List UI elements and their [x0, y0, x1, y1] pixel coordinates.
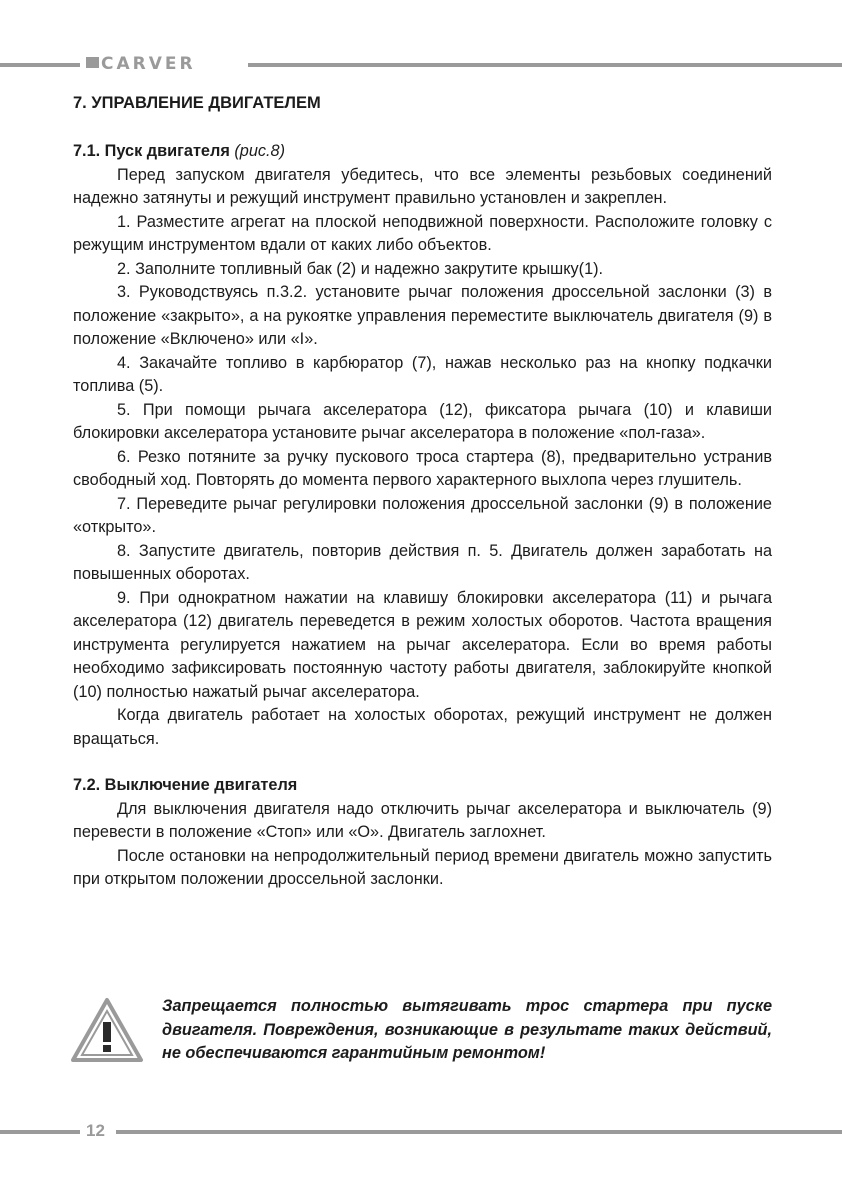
- paragraph: Перед запуском двигателя убедитесь, что все элементы резьбовых соединений надежно затянуты и режущий инструмент правильно установлен и закреплен.: [73, 165, 772, 207]
- paragraph-stop-1: Для выключения двигателя надо отключить рычаг акселератора и выключатель (9) перевести в положение «Стоп» или «О». Двигатель заглохнет.: [73, 799, 772, 841]
- footer-rule-right: [116, 1130, 842, 1134]
- header-rule-left: [0, 63, 80, 67]
- subsection-title-start: [73, 140, 772, 164]
- page-number: 12: [86, 1121, 105, 1140]
- subsection-title-stop: 7.2. Выключение двигателя: [73, 776, 298, 794]
- brand-name: CARVER: [101, 54, 196, 74]
- paragraph-idle-note: Когда двигатель работает на холостых оборотах, режущий инструмент не должен вращаться.: [73, 706, 772, 748]
- paragraph-stop-2: После остановки на непродолжительный период времени двигатель можно запустить при открытом положении дроссельной заслонки.: [73, 846, 772, 888]
- footer-rule-left: [0, 1130, 80, 1134]
- step-1: 1. Разместите агрегат на плоской неподвижной поверхности. Расположите головку с режущим инструментом вдали от каких либо объектов.: [73, 212, 772, 254]
- step-5: 5. При помощи рычага акселератора (12), фиксатора рычага (10) и клавиши блокировки акселератора установите рычаг акселератора в положение «пол-газа».: [73, 400, 772, 442]
- step-9: 9. При однократном нажатии на клавишу блокировки акселератора (11) и рычага акселератора (12) двигатель переведется в режим холостых оборотов. Частота вращения инструмента регулируется нажатием на рычаг акселератора. Если во время работы необходимо зафиксировать постоянную частоту работы двигателя, заблокируйте кнопкой (10) полностью нажатый рычаг акселератора.: [73, 588, 772, 701]
- subsection-title-start-text: 7.1. Пуск двигателя: [73, 142, 230, 160]
- warning-block: [70, 995, 772, 1095]
- step-2: 2. Заполните топливный бак (2) и надежно закрутите крышку(1).: [117, 259, 604, 278]
- step-3: 3. Руководствуясь п.3.2. установите рычаг положения дроссельной заслонки (3) в положение «закрыто», а на рукоятке управления переместите выключатель двигателя (9) в положение «Включено» или «I».: [73, 283, 772, 348]
- figure-reference: (рис.8): [234, 142, 286, 160]
- content: [73, 140, 772, 892]
- step-8: 8. Запустите двигатель, повторив действия п. 5. Двигатель должен заработать на повышенных оборотах.: [73, 541, 772, 583]
- warning-triangle-icon: [70, 997, 144, 1063]
- section-title: 7. УПРАВЛЕНИЕ ДВИГАТЕЛЕМ: [73, 94, 321, 112]
- header-rule-right: [248, 63, 842, 67]
- section-gap: [73, 751, 772, 774]
- step-7: 7. Переведите рычаг регулировки положения дроссельной заслонки (9) в положение «открыто».: [73, 494, 772, 536]
- logo-mark-icon: [86, 57, 99, 68]
- step-4: 4. Закачайте топливо в карбюратор (7), нажав несколько раз на кнопку подкачки топлива (5).: [73, 353, 772, 395]
- step-6: 6. Резко потяните за ручку пускового троса стартера (8), предварительно устранив свободный ход. Повторять до момента первого характерного выхлопа через глушитель.: [73, 447, 772, 489]
- brand-logo: [86, 54, 196, 74]
- warning-text: Запрещается полностью вытягивать трос стартера при пуске двигателя. Повреждения, возникающие в результате таких действий, не обеспечиваются гарантийным ремонтом!: [162, 997, 772, 1062]
